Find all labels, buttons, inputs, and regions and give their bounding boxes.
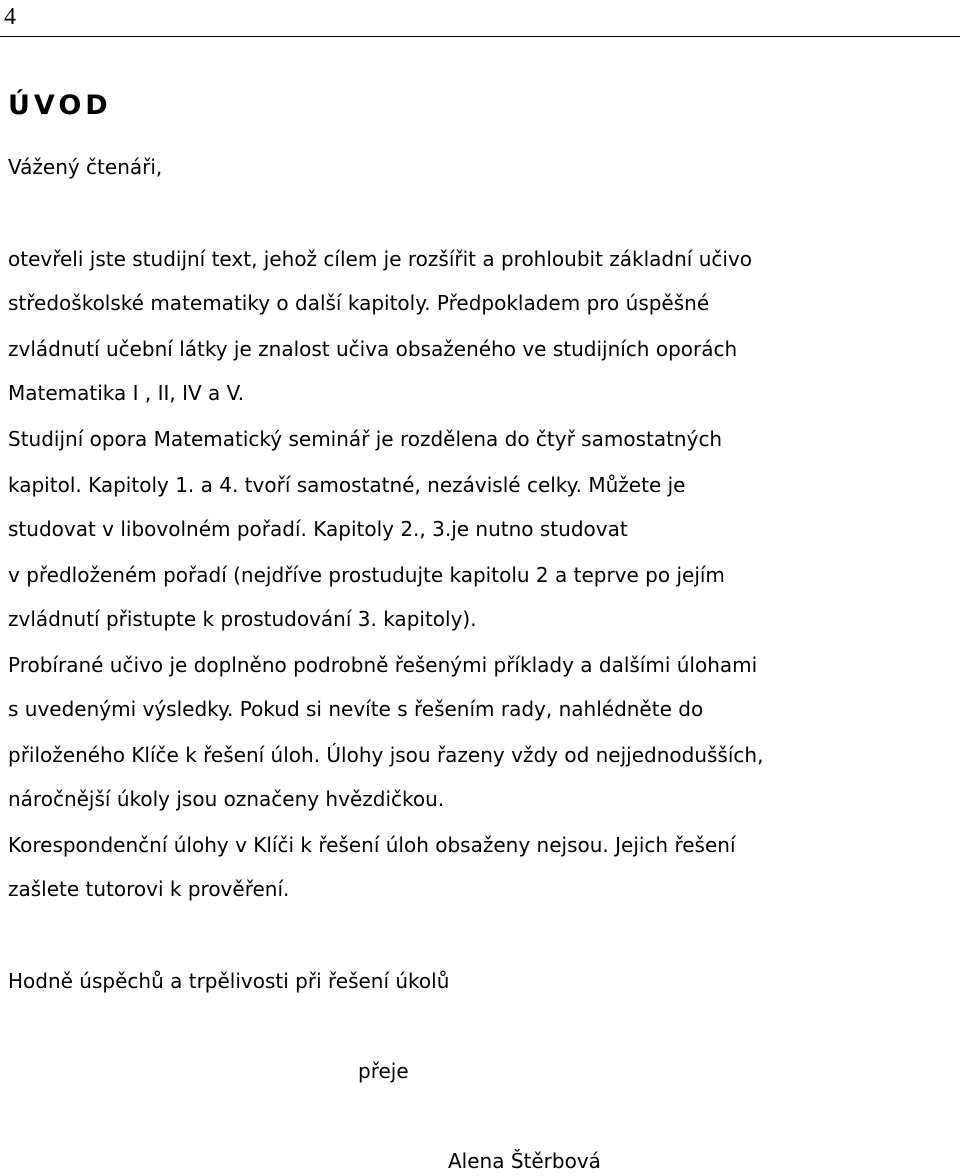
header-rule: [0, 36, 960, 37]
closing-verb: přeje: [358, 1059, 409, 1083]
body-line-3: zvládnutí učební látky je znalost učiva obsaženého ve studijních oporách: [8, 337, 738, 361]
body-line-8: v předloženém pořadí (nejdříve prostudujte kapitolu 2 a teprve po jejím: [8, 563, 725, 587]
salutation: Vážený čtenáři,: [8, 155, 163, 179]
body-line-14: Korespondenční úlohy v Klíči k řešení úloh obsaženy nejsou. Jejich řešení: [8, 833, 736, 857]
body-line-9: zvládnutí přistupte k prostudování 3. kapitoly).: [8, 607, 477, 631]
closing-wish: Hodně úspěchů a trpělivosti při řešení úkolů: [8, 969, 450, 993]
body-line-5: Studijní opora Matematický seminář je rozdělena do čtyř samostatných: [8, 427, 723, 451]
author-signature: Alena Štěrbová: [448, 1149, 601, 1173]
body-line-2: středoškolské matematiky o další kapitoly. Předpokladem pro úspěšné: [8, 291, 710, 315]
body-line-11: s uvedenými výsledky. Pokud si nevíte s řešením rady, nahlédněte do: [8, 697, 704, 721]
body-line-15: zašlete tutorovi k prověření.: [8, 877, 290, 901]
body-line-12: přiloženého Klíče k řešení úloh. Úlohy jsou řazeny vždy od nejjednodušších,: [8, 743, 764, 767]
body-line-10: Probírané učivo je doplněno podrobně řešenými příklady a dalšími úlohami: [8, 653, 758, 677]
body-line-7: studovat v libovolném pořadí. Kapitoly 2., 3.je nutno studovat: [8, 517, 628, 541]
page-number: 4: [4, 4, 16, 30]
body-line-1: otevřeli jste studijní text, jehož cílem je rozšířit a prohloubit základní učivo: [8, 247, 753, 271]
section-heading: ÚVOD: [8, 90, 112, 121]
body-line-6: kapitol. Kapitoly 1. a 4. tvoří samostatné, nezávislé celky. Můžete je: [8, 473, 686, 497]
body-line-4: Matematika I , II, IV a V.: [8, 381, 245, 405]
body-line-13: náročnější úkoly jsou označeny hvězdičkou.: [8, 787, 445, 811]
